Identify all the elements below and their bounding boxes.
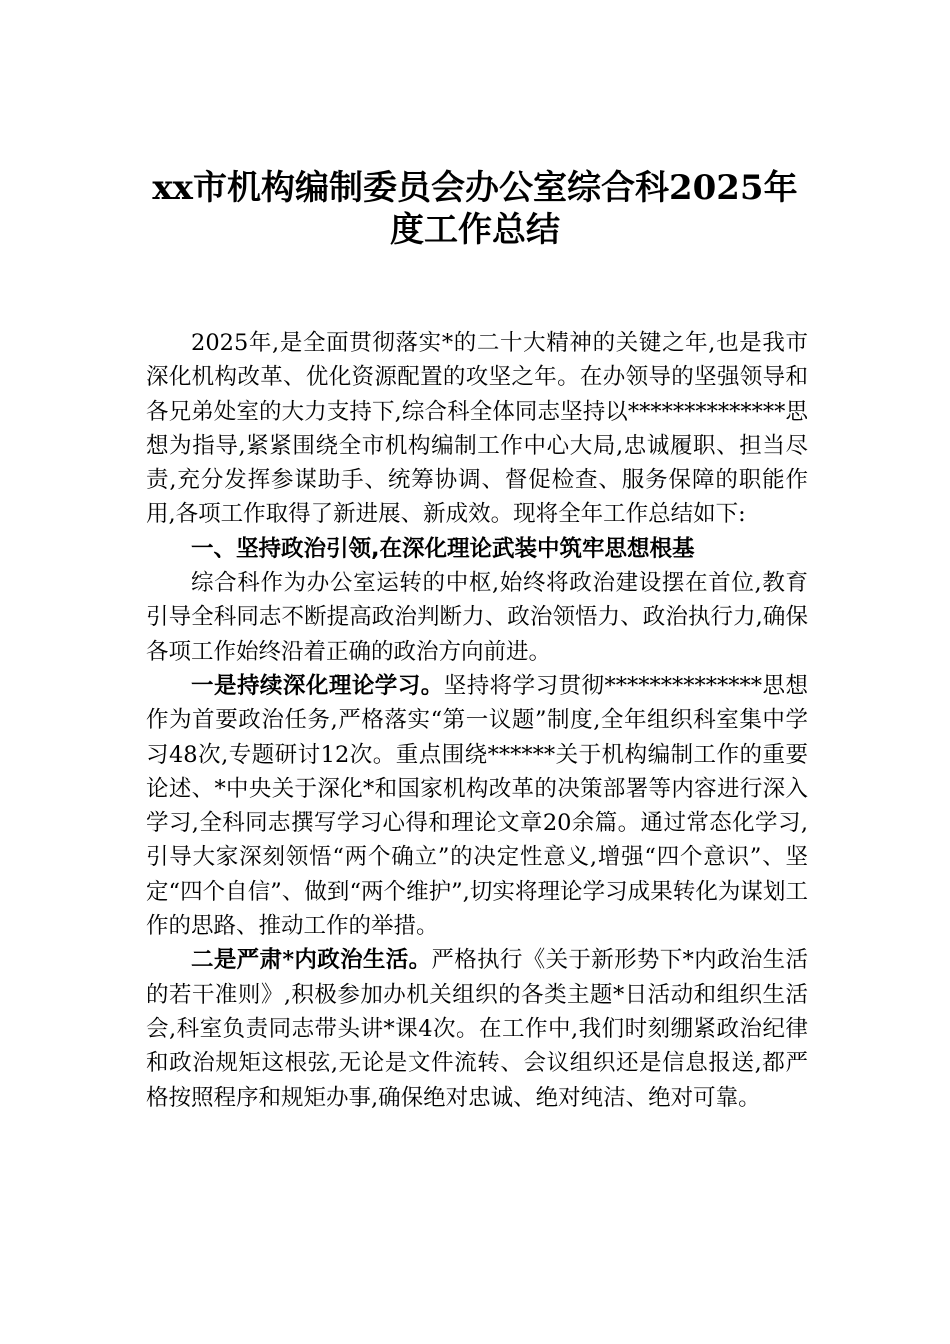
intro-paragraph: 2025年,是全面贯彻落实*的二十大精神的关键之年,也是我市深化机构改革、优化资源配置的攻坚之年。在办领导的坚强领导和各兄弟处室的大力支持下,综合科全体同志坚持以**************思想为指导,紧紧围绕全市机构编制工作中心大局,忠诚履职、担当尽责,充分发挥参谋助手、统筹协调、督促检查、服务保障的职能作用,各项工作取得了新进展、新成效。现将全年工作总结如下:: [146, 330, 808, 528]
item-2-paragraph: [146, 943, 808, 1114]
section-1-heading: 一、坚持政治引领,在深化理论武装中筑牢思想根基: [191, 535, 695, 562]
document-body: [146, 326, 808, 1115]
section-1-intro-paragraph: 综合科作为办公室运转的中枢,始终将政治建设摆在首位,教育引导全科同志不断提高政治判断力、政治领悟力、政治执行力,确保各项工作始终沿着正确的政治方向前进。: [146, 570, 808, 665]
item-2-text: 严格执行《关于新形势下*内政治生活的若干准则》,积极参加办机关组织的各类主题*日活动和组织生活会,科室负责同志带头讲*课4次。在工作中,我们时刻绷紧政治纪律和政治规矩这根弦,无论是文件流转、会议组织还是信息报送,都严格按照程序和规矩办事,确保绝对忠诚、绝对纯洁、绝对可靠。: [146, 947, 808, 1111]
item-1-lead: 一是持续深化理论学习。: [191, 672, 444, 699]
document-title-line-2: 度工作总结: [390, 210, 560, 250]
item-2-lead: 二是严肃*内政治生活。: [191, 947, 432, 974]
item-1-paragraph: [146, 669, 808, 943]
item-1-text: 坚持将学习贯彻**************思想作为首要政治任务,严格落实“第一议题”制度,全年组织科室集中学习48次,专题研讨12次。重点围绕******关于机构编制工作的重要论述、*中央关于深化*和国家机构改革的决策部署等内容进行深入学习,全科同志撰写学习心得和理论文章20余篇。通过常态化学习,引导大家深刻领悟“两个确立”的决定性意义,增强“四个意识”、坚定“四个自信”、做到“两个维护”,切实将理论学习成果转化为谋划工作的思路、推动工作的举措。: [146, 672, 808, 940]
document-title-line-1: xx市机构编制委员会办公室综合科2025年: [152, 168, 798, 208]
